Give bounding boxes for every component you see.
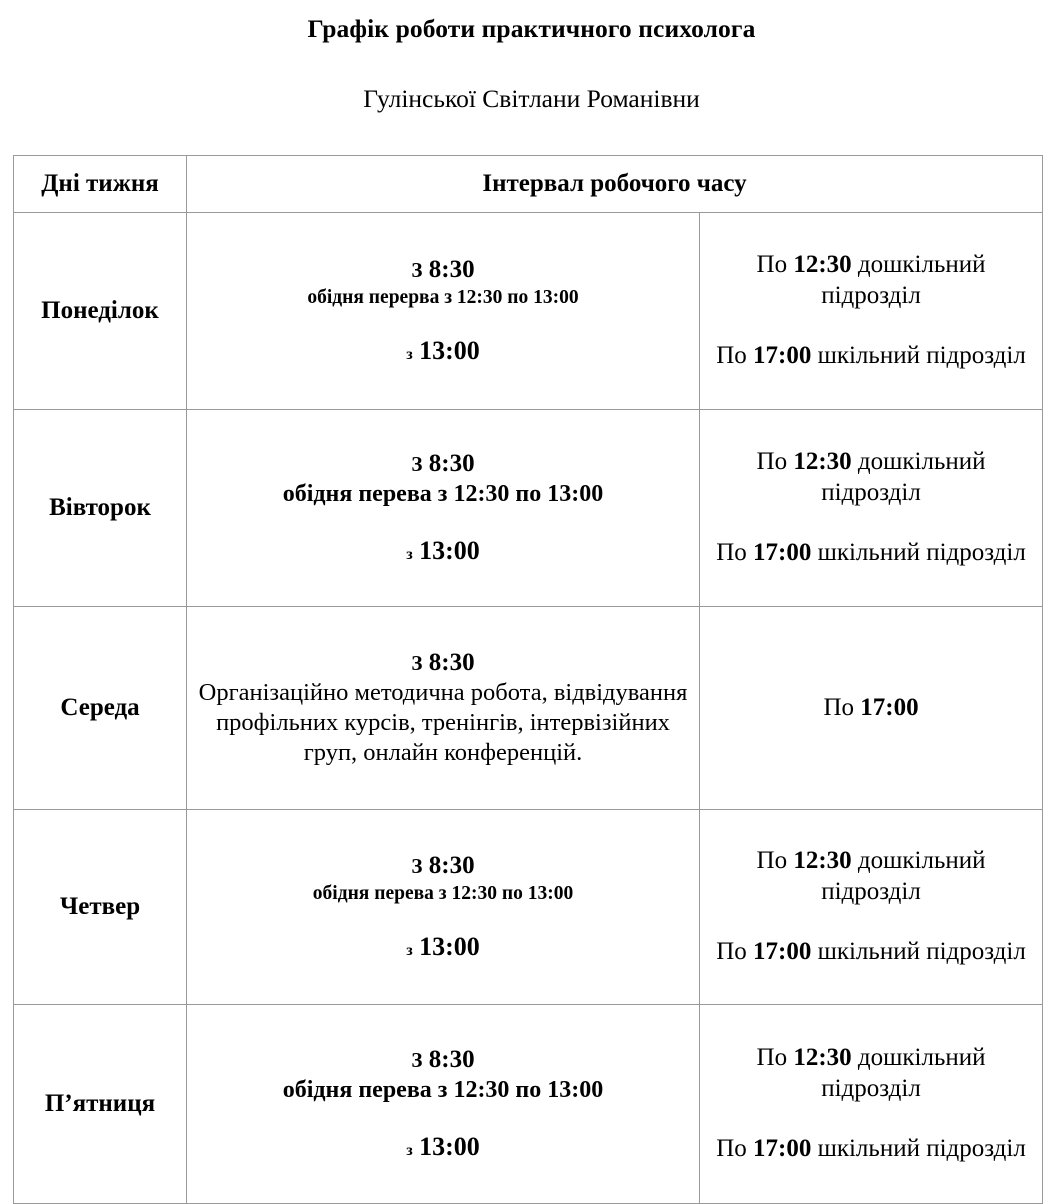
resume-preposition: з [406, 942, 413, 960]
until-time-value: 17:00 [753, 1135, 812, 1163]
spacer [193, 905, 693, 931]
until-time-value: 17:00 [860, 693, 919, 721]
until-time-value: 12:30 [793, 448, 852, 476]
table-row [14, 213, 1043, 410]
until-line-preschool [706, 846, 1036, 907]
column-header-days: Дні тижня [14, 156, 187, 213]
until-line-school [706, 538, 1036, 569]
start-time-value: 8:30 [428, 852, 475, 879]
until-cell-tuesday [700, 410, 1043, 607]
spacer [193, 309, 693, 335]
until-cell-wednesday [700, 607, 1043, 810]
resume-time-value: 13:00 [419, 336, 480, 366]
until-preposition: По [823, 693, 854, 721]
until-preposition: По [756, 251, 788, 279]
until-time-value: 17:00 [753, 539, 812, 567]
until-time-value: 12:30 [793, 1044, 852, 1072]
lunch-break-line: обідня перерва з 12:30 по 13:00 [307, 286, 579, 308]
until-department-label: шкільний підрозділ [817, 342, 1026, 370]
until-preposition: По [756, 1044, 788, 1072]
until-line-preschool [706, 447, 1036, 508]
resume-time-value: 13:00 [419, 536, 480, 566]
day-name-friday: П’ятниця [14, 1005, 187, 1204]
until-line-single [706, 693, 1036, 724]
spacer [706, 907, 1036, 937]
until-time-value: 17:00 [753, 938, 812, 966]
until-department-label: дошкільний підрозділ [821, 1044, 986, 1102]
start-time-line [193, 1045, 693, 1076]
resume-preposition: з [406, 1142, 413, 1160]
lunch-break-line: обідня перева з 12:30 по 13:00 [282, 480, 604, 507]
spacer [193, 509, 693, 535]
until-time-value: 12:30 [793, 251, 852, 279]
resume-time-line [193, 335, 693, 367]
interval-cell-friday [187, 1005, 700, 1204]
day-name-tuesday: Вівторок [14, 410, 187, 607]
page-subtitle: Гулінської Світлани Романівни [363, 84, 700, 113]
until-preposition: По [716, 539, 747, 567]
start-time-value: 8:30 [428, 256, 475, 283]
until-cell-thursday [700, 810, 1043, 1005]
resume-time-value: 13:00 [419, 932, 480, 962]
until-preposition: По [716, 342, 747, 370]
until-department-label: дошкільний підрозділ [821, 251, 986, 309]
interval-cell-wednesday [187, 607, 700, 810]
until-department-label: дошкільний підрозділ [821, 847, 986, 905]
until-cell-friday [700, 1005, 1043, 1204]
start-preposition: З [411, 452, 423, 477]
resume-time-value: 13:00 [419, 1132, 480, 1162]
until-department-label: шкільний підрозділ [817, 539, 1026, 567]
resume-time-line [193, 1131, 693, 1163]
activity-description: Організаційно методична робота, відвідування профільних курсів, тренінгів, інтервізійних груп, онлайн конференцій. [198, 679, 688, 767]
until-preposition: По [756, 448, 788, 476]
spacer [706, 1104, 1036, 1134]
interval-cell-thursday [187, 810, 700, 1005]
until-department-label: дошкільний підрозділ [821, 448, 986, 506]
lunch-break-line: обідня перева з 12:30 по 13:00 [312, 882, 574, 904]
work-schedule-table [13, 155, 1043, 1204]
start-preposition: З [411, 650, 423, 675]
spacer [706, 311, 1036, 341]
until-preposition: По [756, 847, 788, 875]
resume-time-line [193, 535, 693, 567]
resume-preposition: з [406, 346, 413, 364]
table-row [14, 607, 1043, 810]
until-line-school [706, 341, 1036, 372]
lunch-break-line: обідня перева з 12:30 по 13:00 [282, 1076, 604, 1103]
start-time-line [193, 255, 693, 286]
page-title: Графік роботи практичного психолога [307, 14, 756, 43]
day-name-wednesday: Середа [14, 607, 187, 810]
until-preposition: По [716, 938, 747, 966]
interval-cell-tuesday [187, 410, 700, 607]
table-row [14, 410, 1043, 607]
spacer [193, 1105, 693, 1131]
resume-time-line [193, 931, 693, 963]
until-line-school [706, 937, 1036, 968]
until-line-preschool [706, 250, 1036, 311]
until-preposition: По [716, 1135, 747, 1163]
start-time-value: 8:30 [428, 450, 475, 478]
until-cell-monday [700, 213, 1043, 410]
until-line-school [706, 1134, 1036, 1165]
start-time-value: 8:30 [428, 1046, 475, 1074]
table-row [14, 810, 1043, 1005]
until-department-label: шкільний підрозділ [817, 1135, 1026, 1163]
start-time-line [193, 648, 693, 679]
table-header-row [14, 156, 1043, 213]
start-time-line [193, 851, 693, 882]
start-preposition: З [411, 258, 423, 282]
until-time-value: 17:00 [753, 342, 812, 370]
start-preposition: З [411, 854, 423, 878]
resume-preposition: з [406, 546, 413, 564]
start-preposition: З [411, 1048, 423, 1073]
spacer [706, 508, 1036, 538]
day-name-monday: Понеділок [14, 213, 187, 410]
column-header-interval: Інтервал робочого часу [187, 156, 1043, 213]
table-row [14, 1005, 1043, 1204]
day-name-thursday: Четвер [14, 810, 187, 1005]
until-time-value: 12:30 [793, 847, 852, 875]
until-line-preschool [706, 1043, 1036, 1104]
interval-cell-monday [187, 213, 700, 410]
start-time-value: 8:30 [428, 648, 475, 676]
start-time-line [193, 449, 693, 480]
until-department-label: шкільний підрозділ [817, 938, 1026, 966]
